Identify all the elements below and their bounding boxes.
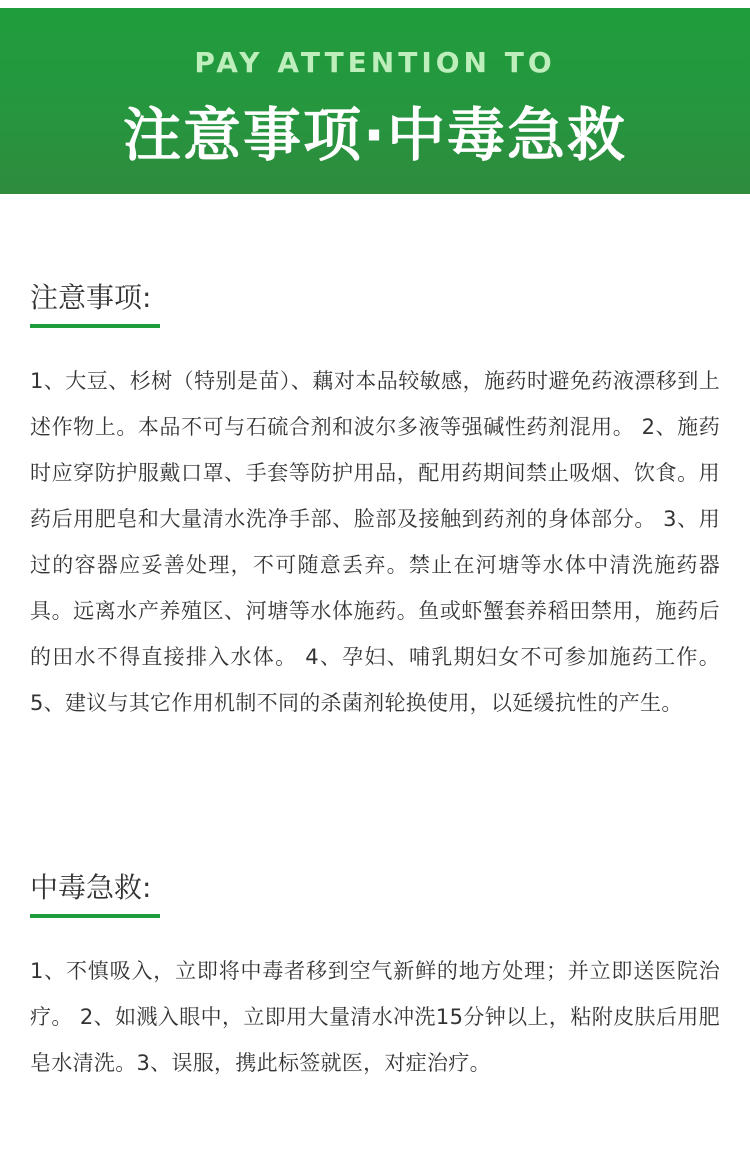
first-aid-title: 中毒急救: xyxy=(30,871,152,904)
precautions-title: 注意事项: xyxy=(30,281,152,314)
precautions-section xyxy=(30,280,720,726)
first-aid-section xyxy=(30,870,720,1086)
top-strip xyxy=(0,0,750,8)
first-aid-title-underline xyxy=(30,914,160,918)
precautions-title-underline xyxy=(30,324,160,328)
precautions-body: 1、大豆、杉树（特别是苗）、藕对本品较敏感，施药时避免药液漂移到上述作物上。本品不可与石硫合剂和波尔多液等强碱性药剂混用。 2、施药时应穿防护服戴口罩、手套等防护用品，配用药期间禁止吸烟、饮食。用药后用肥皂和大量清水洗净手部、脸部及接触到药剂的身体部分。 3、用过的容器应妥善处理，不可随意丢弃。禁止在河塘等水体中清洗施药器具。远离水产养殖区、河塘等水体施药。鱼或虾蟹套养稻田禁用，施药后的田水不得直接排入水体。 4、孕妇、哺乳期妇女不可参加施药工作。 5、建议与其它作用机制不同的杀菌剂轮换使用，以延缓抗性的产生。 xyxy=(30,369,720,715)
page-header-banner xyxy=(0,8,750,194)
header-english-title: PAY ATTENTION TO xyxy=(194,46,556,79)
header-chinese-title: 注意事项·中毒急救 xyxy=(122,101,628,169)
first-aid-body: 1、不慎吸入，立即将中毒者移到空气新鲜的地方处理；并立即送医院治疗。 2、如溅入眼中，立即用大量清水冲洗15分钟以上，粘附皮肤后用肥皂水清洗。3、误服，携此标签就医，对症治疗。 xyxy=(30,959,720,1075)
